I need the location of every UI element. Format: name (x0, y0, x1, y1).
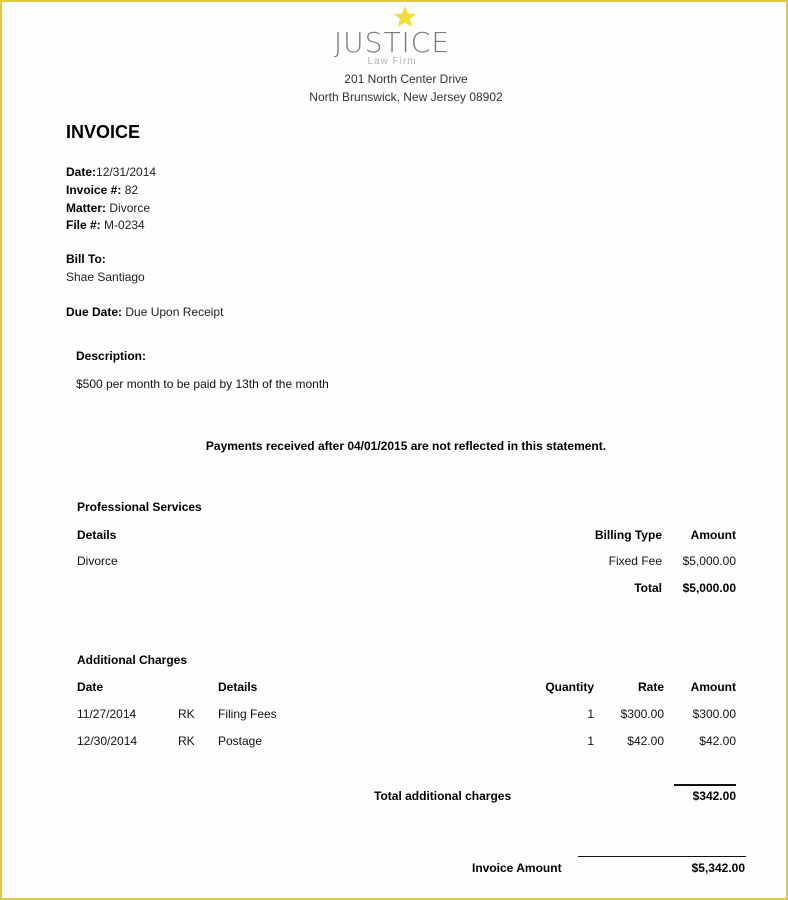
invoice-amount-value: $5,342.00 (691, 861, 745, 875)
ps-row-amount: $5,000.00 (682, 554, 736, 568)
address-line-2: North Brunswick, New Jersey 08902 (309, 90, 503, 104)
logo-wordmark: JUSTICE (333, 26, 451, 59)
ac-row-quantity: 1 (587, 707, 594, 721)
ps-row-billing-type: Fixed Fee (608, 554, 662, 568)
ac-row-initials: RK (178, 707, 195, 721)
ps-total-label: Total (634, 581, 662, 595)
invoice-amount-label: Invoice Amount (472, 861, 562, 875)
description-text: $500 per month to be paid by 13th of the month (76, 377, 329, 391)
logo-subtitle: Law Firm (367, 56, 417, 67)
ac-header-date: Date (77, 680, 104, 694)
invoice-title: INVOICE (66, 122, 141, 142)
date-label: Date: (66, 165, 97, 179)
address-line-1: 201 North Center Drive (344, 72, 468, 86)
star-icon (394, 6, 416, 28)
ac-row-initials: RK (178, 734, 195, 748)
ac-row-amount: $300.00 (692, 707, 736, 721)
invoice-number-label: Invoice #: (66, 183, 122, 197)
bill-to-value: Shae Santiago (66, 270, 145, 284)
invoice-date (66, 165, 156, 179)
ac-row-date: 11/27/2014 (77, 707, 137, 721)
matter-label: Matter: (66, 201, 107, 215)
ac-row-amount: $42.00 (699, 734, 736, 748)
professional-services-title: Professional Services (77, 500, 202, 514)
description-label: Description: (76, 349, 147, 363)
ps-total-value: $5,000.00 (682, 581, 736, 595)
invoice-file (66, 218, 145, 232)
ac-header-details: Details (218, 680, 258, 694)
payment-notice: Payments received after 04/01/2015 are not reflected in this statement. (205, 439, 607, 453)
ac-row-rate: $42.00 (627, 734, 664, 748)
ac-header-amount: Amount (690, 680, 736, 694)
ac-row-date: 12/30/2014 (77, 734, 138, 748)
ac-row-details: Postage (218, 734, 263, 748)
due-date-label: Due Date: (66, 305, 123, 319)
invoice-number-value: 82 (124, 183, 139, 197)
file-value: M-0234 (104, 218, 145, 232)
ac-header-rate: Rate (637, 680, 664, 694)
ps-header-details: Details (77, 528, 117, 542)
invoice-matter (66, 201, 150, 215)
due-date (66, 305, 223, 319)
additional-charges-title: Additional Charges (77, 653, 188, 667)
ps-header-billing-type: Billing Type (594, 528, 662, 542)
due-date-value: Due Upon Receipt (125, 305, 224, 319)
ps-row-details: Divorce (77, 554, 118, 568)
ps-header-amount: Amount (690, 528, 736, 542)
matter-value: Divorce (109, 201, 151, 215)
bill-to-label: Bill To: (66, 252, 106, 266)
date-value: 12/31/2014 (96, 165, 157, 179)
ac-total-label: Total additional charges (374, 789, 512, 803)
invoice-amount-rule (578, 856, 746, 857)
ac-total-value: $342.00 (692, 789, 736, 803)
invoice-number (66, 183, 138, 197)
ac-header-quantity: Quantity (545, 680, 594, 694)
subtotal-rule (674, 784, 736, 786)
ac-row-rate: $300.00 (620, 707, 664, 721)
ac-row-quantity: 1 (587, 734, 594, 748)
file-label: File #: (66, 218, 101, 232)
ac-row-details: Filing Fees (218, 707, 277, 721)
